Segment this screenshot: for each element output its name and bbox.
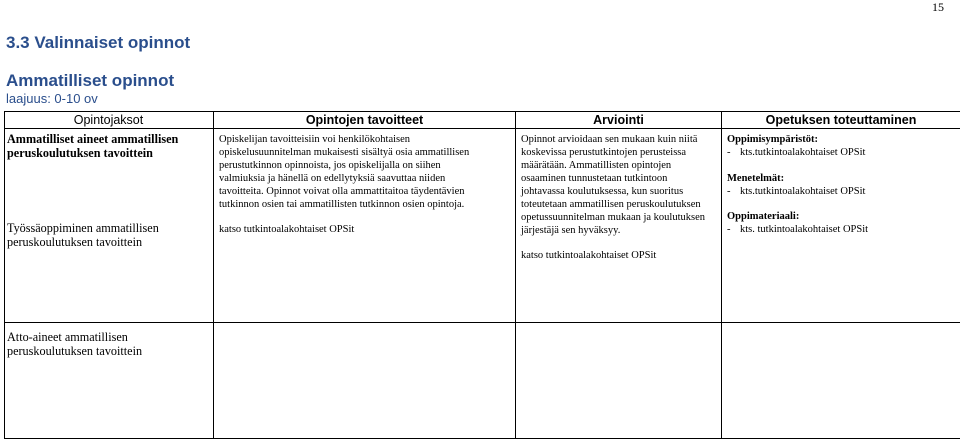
assessment-see-opsit: katso tutkintoalakohtaiset OPSit [521,250,657,261]
materials-dash: - [727,224,731,235]
row-ammatilliset-aineet: Ammatilliset aineet ammatillisen peruskoulutuksen tavoittein [7,132,179,160]
objectives-see-opsit: katso tutkintoalakohtaiset OPSit [219,224,355,235]
materials-item: kts. tutkintoalakohtaiset OPSit [740,224,869,235]
learning-environments-title: Oppimisympäristöt: [727,134,819,145]
header-arviointi: Arviointi [593,113,644,127]
section-title: 3.3 Valinnaiset opinnot [6,33,191,52]
methods-dash: - [727,186,731,197]
scope-label: laajuus: 0-10 ov [6,91,98,106]
objectives-text: Opiskelijan tavoitteisiin voi henkilökohtaisen opiskelusuunnitelman mukaisesti sisältyä osia ammatillisen perustutkinnon opinnoista, jos opiskelijalla on siihen valmiuksia ja hänellä on edellytyksiä saavuttaa niiden tavoitteita. Opinnot voivat olla ammattitaitoa täydentävien tutkinnon osien tai ammatillisten tutkinnon osien opintoja. [219,134,470,210]
table-bottom-border [4,438,960,439]
row-atto-aineet: Atto-aineet ammatillisen peruskoulutuksen tavoittein [7,330,143,358]
column-divider-3 [721,111,722,439]
learning-environments-dash: - [727,147,731,158]
header-opintojen-tavoitteet: Opintojen tavoitteet [305,113,424,127]
row-divider [4,322,960,323]
subsection-title: Ammatilliset opinnot [6,71,175,90]
materials-title: Oppimateriaali: [727,211,800,222]
column-divider-2 [515,111,516,439]
header-opintojaksot: Opintojaksot [73,113,144,127]
learning-environments-item: kts.tutkintoalakohtaiset OPSit [740,147,866,158]
header-opetuksen-toteuttaminen: Opetuksen toteuttaminen [765,113,917,127]
table-left-border [4,111,5,439]
page-number: 15 [932,0,944,14]
methods-title: Menetelmät: [727,173,785,184]
header-bottom-border [4,128,960,129]
column-divider-1 [213,111,214,439]
methods-item: kts.tutkintoalakohtaiset OPSit [740,186,866,197]
row-tyossaoppiminen: Työssäoppiminen ammatillisen peruskoulutuksen tavoittein [7,221,159,249]
assessment-text: Opinnot arvioidaan sen mukaan kuin niitä koskevissa perustutkintojen perusteissa määrätään. Ammatillisten opintojen osaaminen tunnustetaan tutkintoon johtavassa koulutuksessa, kun suoritus toteutetaan ammatillisen peruskoulutuksen opetussuunnitelman mukaan ja koulutuksen järjestäjä sen hyväksyy. [521,134,706,236]
